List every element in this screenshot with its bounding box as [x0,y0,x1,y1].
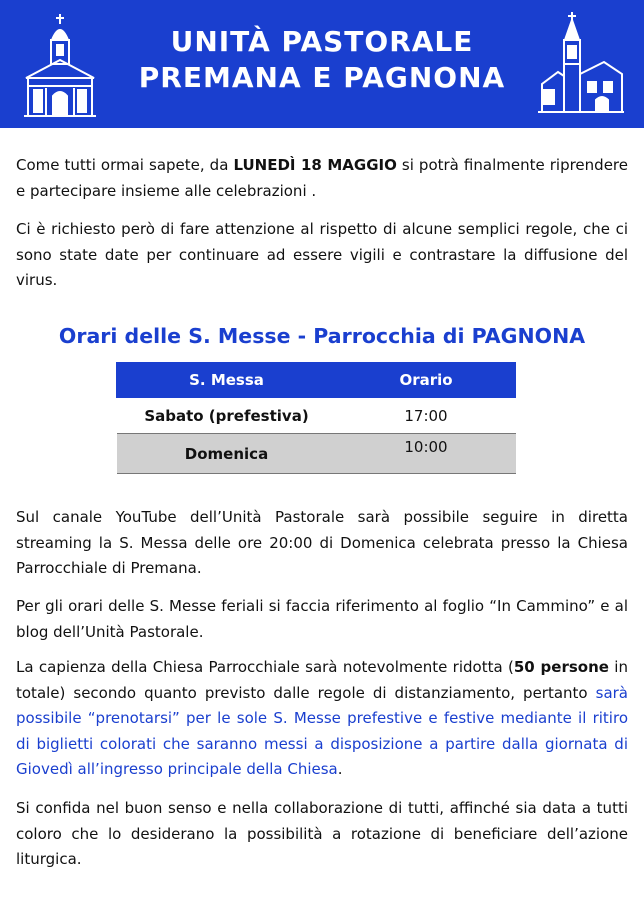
mass-day: Domenica [117,434,337,474]
capacity-text-a: La capienza della Chiesa Parrocchiale sarà notevolmente ridotta ( [16,658,514,676]
schedule-table [116,362,516,474]
church-icon [20,12,100,120]
weekday-mass-paragraph: Per gli orari delle S. Messe feriali si faccia riferimento al foglio “In Cammino” e al blog dell’Unità Pastorale. [16,597,628,641]
schedule-title: Orari delle S. Messe - Parrocchia di PAGNONA [58,324,586,348]
mass-time: 17:00 [337,398,516,434]
youtube-paragraph: Sul canale YouTube dell’Unità Pastorale sarà possibile seguire in diretta streaming la S. Messa delle ore 20:00 di Domenica celebrata presso la Chiesa Parrocchiale di Premana. [16,508,628,577]
capacity-text-b: in totale) secondo quanto previsto dalle regole di distanziamento, pertanto [16,658,628,702]
mass-time: 10:00 [337,434,516,474]
capacity-end: . [337,760,343,778]
table-row [117,398,516,434]
capacity-paragraph [16,655,628,783]
title-line-1: UNITÀ PASTORALE [170,25,474,58]
intro-paragraph-2: Ci è richiesto però di fare attenzione al rispetto di alcune semplici regole, che ci sono state date per continuare ad essere vigili e contrastare la diffusione del virus. [16,220,628,289]
title-line-2: PREMANA E PAGNONA [138,61,506,94]
intro-date: LUNEDÌ 18 MAGGIO [233,156,397,174]
closing-paragraph: Si confida nel buon senso e nella collaborazione di tutti, affinché sia data a tutti coloro che lo desiderano la possibilità a rotazione di beneficiare dell’azione liturgica. [16,799,628,868]
column-header-mass: S. Messa [117,363,337,398]
intro-paragraph-1 [16,153,628,204]
header-title [100,24,544,96]
schedule-header-row [117,363,516,398]
capacity-count: 50 persone [513,658,609,676]
booking-info: sarà possibile “prenotarsi” per le sole S. Messe prefestive e festive mediante il ritiro di biglietti colorati che saranno messi a disposizione a partire dalla giornata di Giovedì all’ingresso principale della Chiesa [16,683,628,778]
intro-text-b: si potrà finalmente riprendere e partecipare insieme alle celebrazioni . [16,156,628,200]
intro-text-a: Come tutti ormai sapete, da [16,156,234,174]
church-icon [538,12,624,120]
table-row [117,434,516,474]
mass-day: Sabato (prefestiva) [117,398,337,434]
column-header-time: Orario [337,363,516,398]
header-banner [0,0,644,128]
